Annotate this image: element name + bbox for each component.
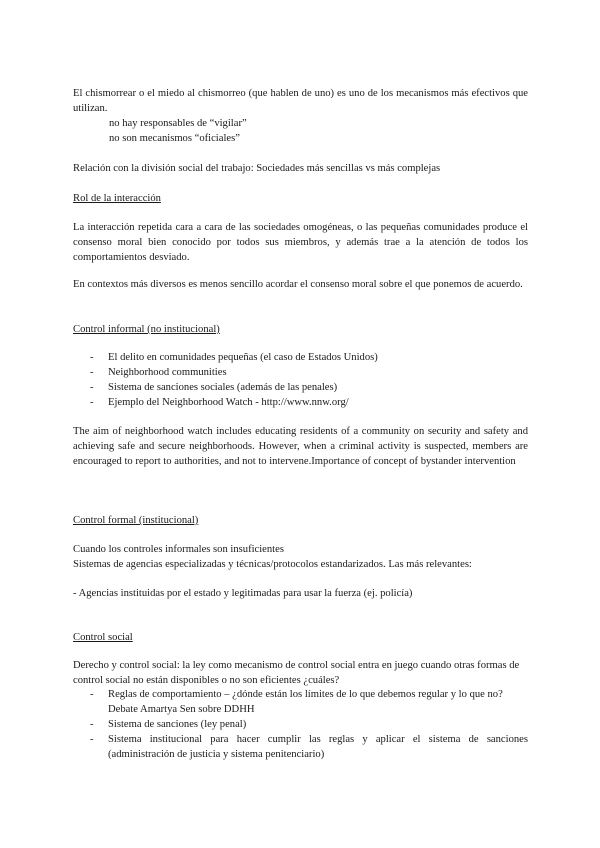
relation-line: Relación con la división social del trabajo: Sociedades más sencillas vs más complejas [73, 163, 441, 174]
social-heading: Control social [73, 632, 133, 643]
interaction-paragraph: La interacción repetida cara a cara de las sociedades omogéneas, o las pequeñas comunidades produce el consenso moral bien conocido por todos sus miembros, y además trae a la atención de todos los comportamientos desviado. [73, 222, 528, 263]
list-item: - Sistema de sanciones sociales (además de las penales) [73, 380, 528, 395]
informal-paragraph: The aim of neighborhood watch includes educating residents of a community on security and safety and achieving safe and secure neighborhoods. However, when a criminal activity is suspected, members are encouraged to report to authorities, and not to intervene.Importance of concept of bystander intervention [73, 426, 528, 467]
list-item-subtext: Debate Amartya Sen sobre DDHH [108, 704, 255, 715]
formal-line: Sistemas de agencias especializadas y técnicas/protocolos estandarizados. Las más relevantes: [73, 559, 472, 570]
list-item-text: - Sistema de sanciones (ley penal) [108, 719, 247, 730]
formal-item: - Agencias instituidas por el estado y legitimadas para usar la fuerza (ej. policía) [73, 588, 413, 599]
social-list [73, 687, 528, 762]
list-item: - Ejemplo del Neighborhood Watch - http://www.nnw.org/ [73, 395, 528, 410]
intro-indent-list [73, 116, 564, 146]
intro-paragraph: El chismorrear o el miedo al chismorreo (que hablen de uno) es uno de los mecanismos más efectivos que utilizan. [73, 88, 528, 114]
social-paragraph: Derecho y control social: la ley como mecanismo de control social entra en juego cuando otras formas de control social no están disponibles o no son eficientes ¿cuáles? [73, 660, 520, 686]
interaction-heading: Rol de la interacción [73, 193, 161, 204]
list-item [73, 687, 528, 717]
formal-line: Cuando los controles informales son insuficientes [73, 544, 284, 555]
interaction-paragraph: En contextos más diversos es menos sencillo acordar el consenso moral sobre el que ponemos de acuerdo. [73, 279, 523, 290]
list-item-text: - Reglas de comportamiento – ¿dónde están los límites de lo que debemos regular y lo que no? [108, 689, 503, 700]
indent-line: no son mecanismos “oficiales” [109, 133, 240, 144]
indent-line: no hay responsables de “vigilar” [109, 118, 247, 129]
list-item [73, 732, 528, 762]
list-item: - Neighborhood communities [73, 365, 528, 380]
informal-list [73, 350, 528, 410]
list-item-text: - Sistema institucional para hacer cumplir las reglas y aplicar el sistema de sanciones (administración de justicia y sistema penitenciario) [108, 734, 528, 760]
list-item: - El delito en comunidades pequeñas (el caso de Estados Unidos) [73, 350, 528, 365]
informal-heading: Control informal (no institucional) [73, 324, 220, 335]
list-item [73, 717, 528, 732]
formal-heading: Control formal (institucional) [73, 515, 199, 526]
